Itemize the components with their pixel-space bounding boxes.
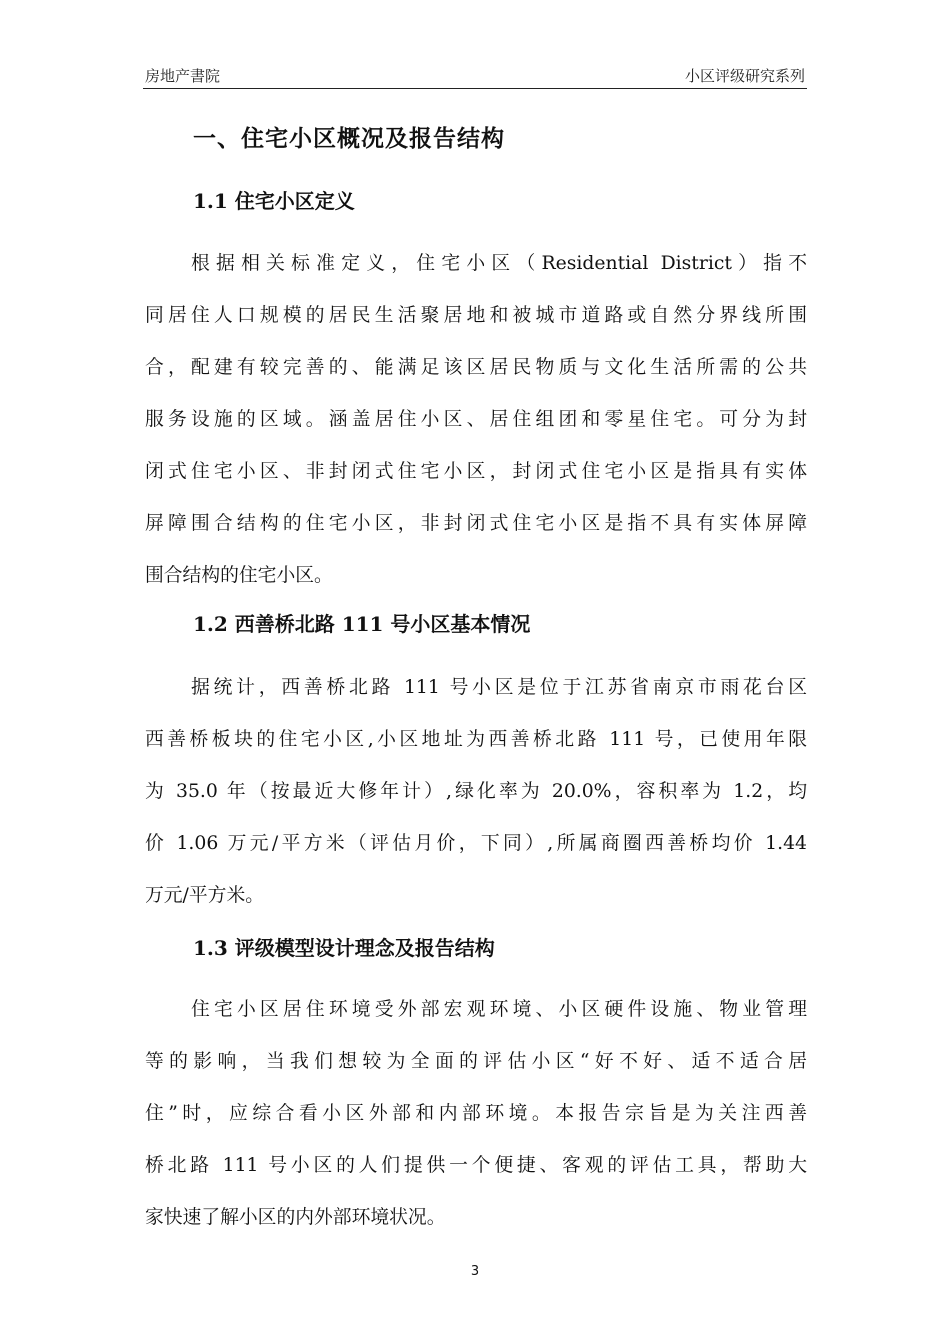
subsection-title-1-1: 1.1 住宅小区定义 xyxy=(193,189,355,213)
text-line: 万元/平方米。 xyxy=(145,885,265,906)
text-line: 根据相关标准定义，住宅小区（Residential District）指不 xyxy=(191,253,807,274)
text-line: 同居住人口规模的居民生活聚居地和被城市道路或自然分界线所围 xyxy=(145,305,807,326)
subsection-title-1-2: 1.2 西善桥北路 111 号小区基本情况 xyxy=(193,612,531,636)
text-line: 住”时，应综合看小区外部和内部环境。本报告宗旨是为关注西善 xyxy=(145,1103,807,1124)
text-line: 等的影响，当我们想较为全面的评估小区“好不好、适不适合居 xyxy=(145,1051,807,1072)
page-number: 3 xyxy=(470,1264,480,1279)
text-line: 家快速了解小区的内外部环境状况。 xyxy=(145,1207,446,1228)
header-divider xyxy=(143,88,807,89)
text-line: 桥北路 111 号小区的人们提供一个便捷、客观的评估工具，帮助大 xyxy=(145,1155,807,1176)
header-right: 小区评级研究系列 xyxy=(684,67,805,85)
text-line: 价 1.06 万元/平方米（评估月价，下同）,所属商圈西善桥均价 1.44 xyxy=(145,833,807,854)
paragraph-model-design xyxy=(145,984,807,1244)
text-line: 合，配建有较完善的、能满足该区居民物质与文化生活所需的公共 xyxy=(145,357,807,378)
section-title: 一、住宅小区概况及报告结构 xyxy=(193,125,505,152)
text-line: 围合结构的住宅小区。 xyxy=(145,565,333,586)
text-line: 西善桥板块的住宅小区,小区地址为西善桥北路 111 号，已使用年限 xyxy=(145,729,807,750)
text-line: 为 35.0 年（按最近大修年计）,绿化率为 20.0%，容积率为 1.2，均 xyxy=(145,781,807,802)
header-left: 房地产書院 xyxy=(145,67,221,85)
text-line: 闭式住宅小区、非封闭式住宅小区，封闭式住宅小区是指具有实体 xyxy=(145,461,807,482)
text-line: 屏障围合结构的住宅小区，非封闭式住宅小区是指不具有实体屏障 xyxy=(145,513,807,534)
paragraph-definition xyxy=(145,238,807,602)
text-line: 据统计，西善桥北路 111 号小区是位于江苏省南京市雨花台区 xyxy=(191,677,807,698)
text-line: 住宅小区居住环境受外部宏观环境、小区硬件设施、物业管理 xyxy=(191,999,807,1020)
subsection-title-1-3: 1.3 评级模型设计理念及报告结构 xyxy=(193,936,495,960)
text-line: 服务设施的区域。涵盖居住小区、居住组团和零星住宅。可分为封 xyxy=(145,409,807,430)
paragraph-basic-info xyxy=(145,662,807,922)
